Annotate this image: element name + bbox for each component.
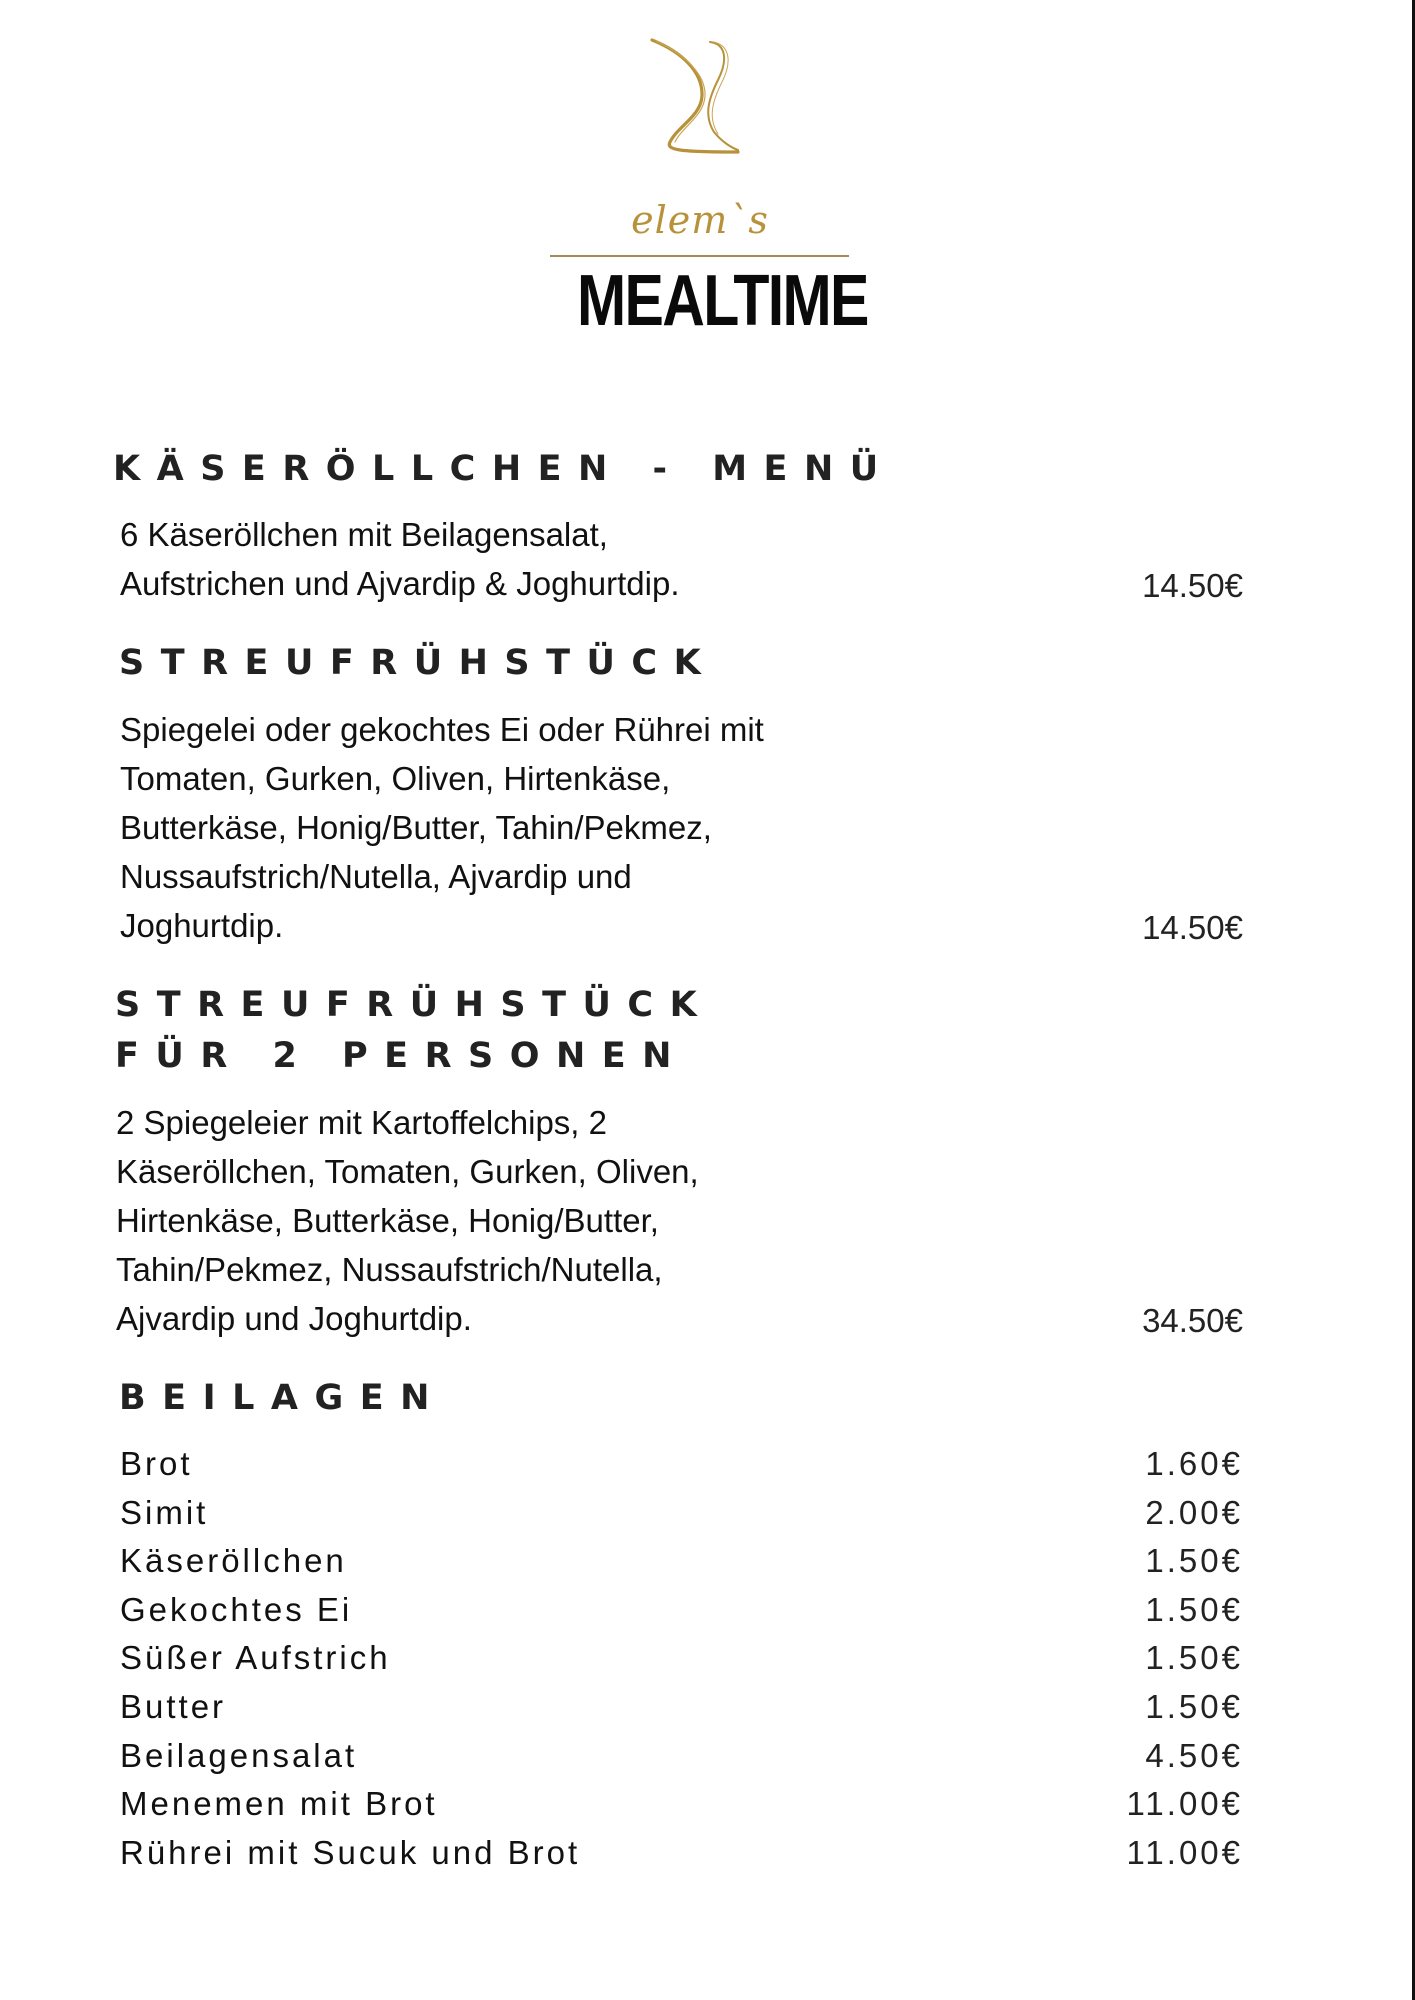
side-item-price: 1.50€ [1145,1639,1243,1677]
brand-script-name: elem`s [631,198,769,242]
side-item-price: 2.00€ [1145,1493,1243,1531]
side-item-name: Süßer Aufstrich [120,1639,391,1677]
item-price: 14.50€ [1142,567,1243,604]
description-line: Butterkäse, Honig/Butter, Tahin/Pekmez, [120,809,712,846]
section-heading-line-2: FÜR 2 PERSONEN [115,1036,688,1076]
hourglass-swirl-icon [648,30,748,160]
description-line: Hirtenkäse, Butterkäse, Honig/Butter, [116,1202,659,1239]
side-item-price: 11.00€ [1126,1785,1243,1823]
description-line: 6 Käseröllchen mit Beilagensalat, [120,516,608,553]
description-line: Tahin/Pekmez, Nussaufstrich/Nutella, [116,1251,663,1288]
section-heading: BEILAGEN [119,1378,446,1418]
side-item-price: 11.00€ [1126,1833,1243,1871]
description-line: Nussaufstrich/Nutella, Ajvardip und [120,858,632,895]
section-heading: KÄSERÖLLCHEN - MENÜ [113,449,895,489]
side-item-name: Menemen mit Brot [120,1785,438,1823]
description-line: Ajvardip und Joghurtdip. [116,1300,472,1337]
side-item-name: Brot [120,1445,193,1482]
description-line: Käseröllchen, Tomaten, Gurken, Oliven, [116,1153,699,1190]
description-line: Tomaten, Gurken, Oliven, Hirtenkäse, [120,760,671,797]
side-item-price: 4.50€ [1145,1736,1243,1774]
side-item-price: 1.50€ [1145,1542,1243,1580]
side-item-price: 1.50€ [1145,1590,1243,1628]
side-item-price: 1.60€ [1145,1445,1243,1482]
side-item-name: Beilagensalat [120,1736,358,1774]
brand-divider [550,255,849,257]
section-heading: STREUFRÜHSTÜCK [119,643,718,683]
side-item-name: Simit [120,1493,209,1531]
side-item-name: Butter [120,1688,227,1725]
side-item-name: Käseröllchen [120,1542,347,1580]
section-heading: STREUFRÜHSTÜCK [115,985,714,1025]
description-line: 2 Spiegeleier mit Kartoffelchips, 2 [116,1104,607,1141]
side-item-name: Rührei mit Sucuk und Brot [120,1833,581,1871]
side-item-name: Gekochtes Ei [120,1590,353,1628]
item-price: 14.50€ [1142,909,1243,946]
description-line: Joghurtdip. [120,907,284,944]
description-line: Spiegelei oder gekochtes Ei oder Rührei mit [120,711,764,748]
side-item-price: 1.50€ [1145,1688,1243,1725]
description-line: Aufstrichen und Ajvardip & Joghurtdip. [120,565,680,602]
item-price: 34.50€ [1142,1302,1243,1339]
brand-name: MEALTIME [577,261,868,341]
